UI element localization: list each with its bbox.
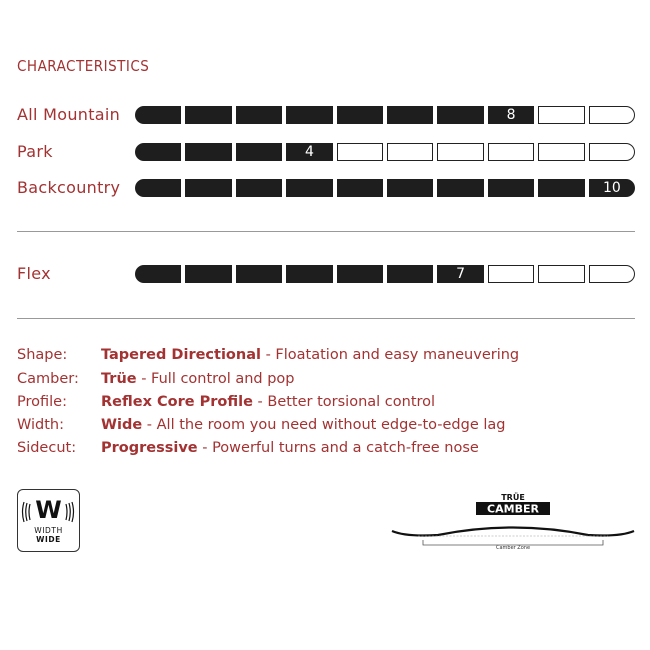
rating-segment-filled bbox=[185, 179, 231, 197]
rating-row-park bbox=[0, 142, 650, 162]
rating-segment-filled bbox=[337, 106, 383, 124]
rating-row-flex bbox=[0, 264, 650, 284]
rating-segment-filled bbox=[437, 179, 483, 197]
rating-segment-empty bbox=[589, 106, 635, 124]
rating-segment-empty bbox=[538, 106, 584, 124]
rating-segment-empty bbox=[589, 143, 635, 161]
spec-key: Width: bbox=[17, 417, 65, 433]
spec-key: Shape: bbox=[17, 347, 68, 363]
section-heading: CHARACTERISTICS bbox=[17, 57, 150, 75]
spec-key: Sidecut: bbox=[17, 440, 77, 456]
rating-segment-filled bbox=[236, 106, 282, 124]
spec-name: Wide bbox=[101, 417, 143, 433]
rating-segment-filled bbox=[135, 106, 181, 124]
rating-bar bbox=[135, 179, 635, 197]
camber-logo-top: TRÜE bbox=[501, 493, 525, 502]
badge-letter: W bbox=[35, 496, 62, 524]
rating-segment-filled: 10 bbox=[589, 179, 635, 197]
rating-segment-filled bbox=[286, 179, 332, 197]
rating-segment-empty bbox=[538, 265, 584, 283]
rating-segment-filled: 7 bbox=[437, 265, 483, 283]
rating-segment-empty bbox=[387, 143, 433, 161]
spec-name: Tapered Directional bbox=[101, 347, 261, 363]
rating-label: Flex bbox=[17, 264, 51, 283]
rating-segment-filled bbox=[286, 106, 332, 124]
rating-segment-empty bbox=[437, 143, 483, 161]
camber-zone-label: Camber Zone bbox=[495, 545, 531, 551]
rating-segment-empty bbox=[589, 265, 635, 283]
rating-segment-filled bbox=[185, 143, 231, 161]
divider bbox=[17, 231, 635, 232]
rating-segment-empty bbox=[488, 265, 534, 283]
badge-line1: WIDTH bbox=[34, 526, 63, 535]
spec-desc: - All the room you need without edge-to-edge lag bbox=[142, 417, 506, 433]
spec-desc: - Powerful turns and a catch-free nose bbox=[197, 440, 479, 456]
spec-desc: - Full control and pop bbox=[136, 371, 295, 387]
rating-segment-filled bbox=[488, 179, 534, 197]
rating-segment-filled bbox=[387, 179, 433, 197]
divider bbox=[17, 318, 635, 319]
rating-segment-filled bbox=[387, 265, 433, 283]
rating-segment-filled bbox=[437, 106, 483, 124]
rating-segment-filled bbox=[135, 265, 181, 283]
rating-segment-filled: 4 bbox=[286, 143, 332, 161]
rating-label: Backcountry bbox=[17, 178, 121, 197]
rating-segment-filled bbox=[135, 179, 181, 197]
spec-name: Trüe bbox=[101, 371, 137, 387]
rating-row-all-mountain bbox=[0, 105, 650, 125]
spec-key: Camber: bbox=[17, 371, 79, 387]
rating-label: All Mountain bbox=[17, 105, 121, 124]
spec-name: Progressive bbox=[101, 440, 198, 456]
spec-desc: - Floatation and easy maneuvering bbox=[260, 347, 520, 363]
spec-key: Profile: bbox=[17, 394, 67, 410]
board-profile-line bbox=[392, 528, 634, 536]
rating-label: Park bbox=[17, 142, 53, 161]
spec-desc: - Better torsional control bbox=[252, 394, 436, 410]
rating-segment-filled bbox=[337, 265, 383, 283]
camber-profile-diagram bbox=[388, 490, 638, 560]
rating-bar bbox=[135, 106, 635, 124]
rating-segment-filled bbox=[185, 106, 231, 124]
spec-name: Reflex Core Profile bbox=[101, 394, 253, 410]
rating-segment-filled bbox=[135, 143, 181, 161]
rating-bar bbox=[135, 143, 635, 161]
rating-segment-filled bbox=[337, 179, 383, 197]
rating-segment-empty bbox=[337, 143, 383, 161]
rating-segment-filled bbox=[387, 106, 433, 124]
rating-segment-filled bbox=[236, 143, 282, 161]
rating-segment-empty bbox=[538, 143, 584, 161]
rating-segment-filled bbox=[286, 265, 332, 283]
rating-bar bbox=[135, 265, 635, 283]
rating-segment-filled bbox=[185, 265, 231, 283]
rating-segment-filled bbox=[538, 179, 584, 197]
rating-segment-filled bbox=[236, 179, 282, 197]
rating-segment-filled bbox=[236, 265, 282, 283]
width-badge bbox=[17, 489, 80, 552]
camber-logo-bottom: CAMBER bbox=[487, 502, 539, 516]
rating-row-backcountry bbox=[0, 178, 650, 198]
rating-segment-filled: 8 bbox=[488, 106, 534, 124]
badge-line2: WIDE bbox=[36, 535, 61, 544]
rating-segment-empty bbox=[488, 143, 534, 161]
